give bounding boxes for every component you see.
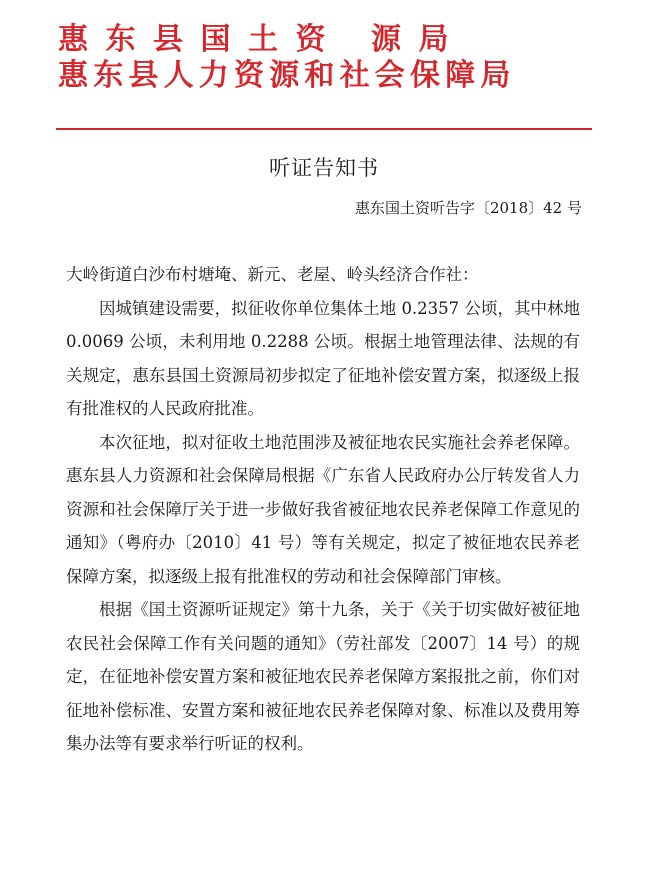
letterhead bbox=[58, 22, 598, 94]
letterhead-line-land-bureau: 惠东县国土资 源局 bbox=[58, 22, 466, 57]
paragraph-1: 因城镇建设需要，拟征收你单位集体土地 0.2357 公顷，其中林地 0.0069 公顷，未利用地 0.2288 公顷。根据土地管理法律、法规的有关规定，惠东县国土资源局初步拟定了征地补偿安置方案，拟逐级上报有批准权的人民政府批准。 bbox=[66, 298, 580, 418]
paragraph-3: 根据《国土资源听证规定》第十九条，关于《关于切实做好被征地农民社会保障工作有关问题的通知》（劳社部发〔2007〕14 号）的规定，在征地补偿安置方案和被征地农民养老保障方案报批之前，你们对征地补偿标准、安置方案和被征地农民养老保障对象、标准以及费用筹集办法等有要求举行听证的权利。 bbox=[66, 600, 580, 753]
salutation: 大岭街道白沙布村塘埯、新元、老屋、岭头经济合作社： bbox=[66, 265, 479, 284]
letterhead-divider bbox=[56, 128, 592, 130]
document-number: 惠东国土资听告字〔2018〕42 号 bbox=[354, 199, 582, 217]
document-body bbox=[66, 258, 580, 761]
letterhead-line-hr-bureau: 惠东县人力资源和社会保障局 bbox=[58, 58, 516, 93]
paragraph-2: 本次征地，拟对征收土地范围涉及被征地农民实施社会养老保障。惠东县人力资源和社会保障局根据《广东省人民政府办公厅转发省人力资源和社会保障厅关于进一步做好我省被征地农民养老保障工作意见的通知》（粤府办〔2010〕41 号）等有关规定，拟定了被征地农民养老保障方案，拟逐级上报有批准权的劳动和社会保障部门审核。 bbox=[66, 432, 580, 586]
document-title: 听证告知书 bbox=[269, 156, 379, 180]
